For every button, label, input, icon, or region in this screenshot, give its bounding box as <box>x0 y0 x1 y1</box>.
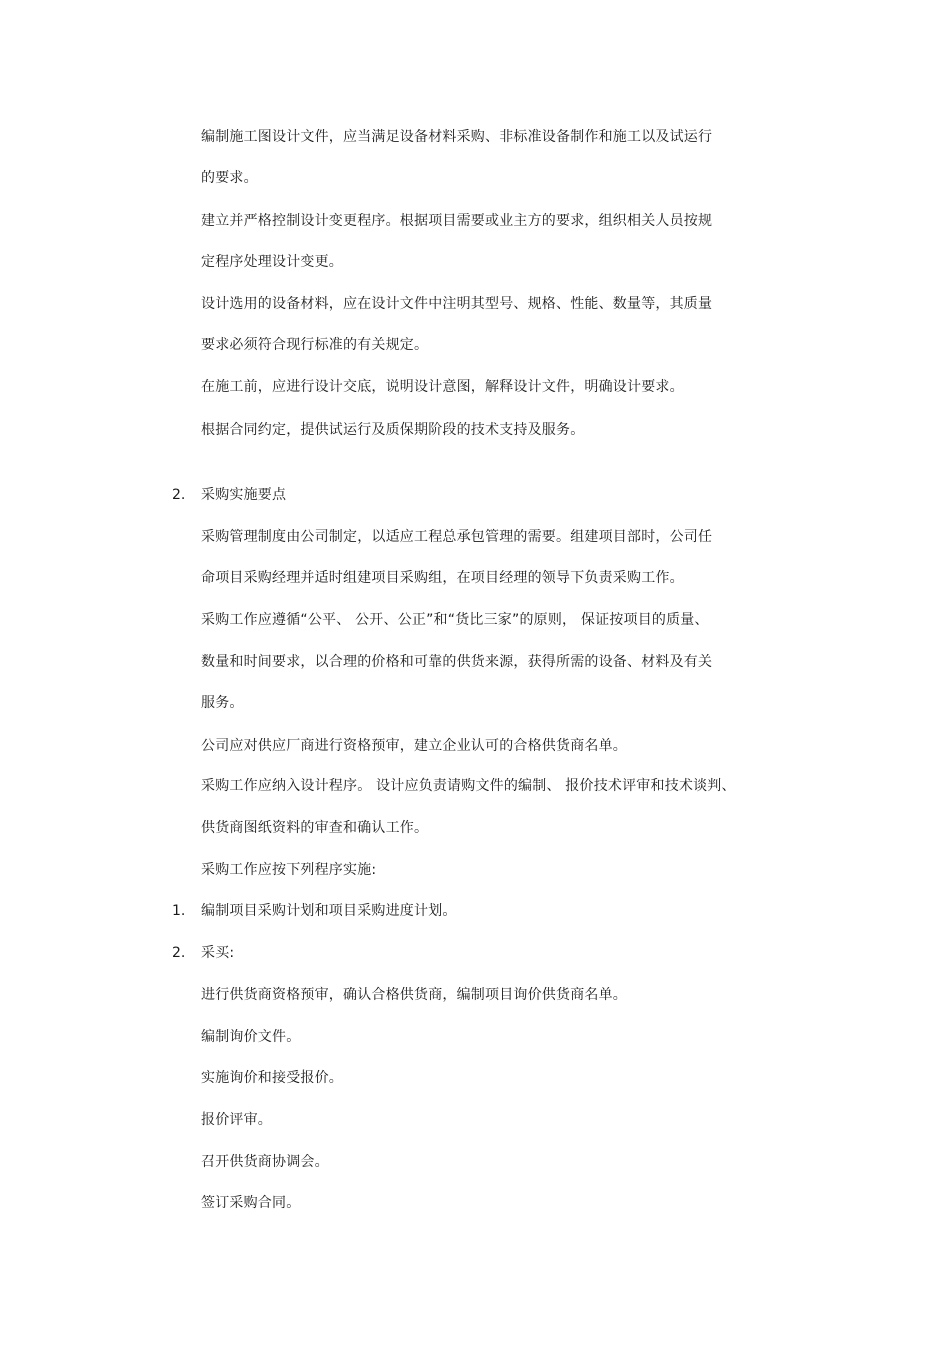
text-line-1: 编制施工图设计文件，应当满足设备材料采购、非标准设备制作和施工以及试运行 <box>201 129 713 145</box>
text-line-14: 服务。 <box>201 695 244 711</box>
text-line-12: 采购工作应遵循“公平、 公开、公正”和“货比三家”的原则， 保证按项目的质量、 <box>201 612 709 628</box>
text-line-22: 编制询价文件。 <box>201 1029 301 1045</box>
step-number-1: 1. <box>172 903 186 919</box>
text-line-13: 数量和时间要求，以合理的价格和可靠的供货来源，获得所需的设备、材料及有关 <box>201 654 713 670</box>
text-line-23: 实施询价和接受报价。 <box>201 1070 343 1086</box>
text-line-2: 的要求。 <box>201 170 258 186</box>
section-heading: 采购实施要点 <box>201 487 287 503</box>
text-line-25: 召开供货商协调会。 <box>201 1154 329 1170</box>
text-line-21: 进行供货商资格预审，确认合格供货商，编制项目询价供货商名单。 <box>201 987 627 1003</box>
text-line-24: 报价评审。 <box>201 1112 272 1128</box>
text-line-26: 签订采购合同。 <box>201 1195 301 1211</box>
text-line-15: 公司应对供应厂商进行资格预审，建立企业认可的合格供货商名单。 <box>201 738 627 754</box>
text-line-8: 根据合同约定，提供试运行及质保期阶段的技术支持及服务。 <box>201 422 585 438</box>
text-line-18: 采购工作应按下列程序实施: <box>201 862 377 878</box>
text-line-7: 在施工前，应进行设计交底，说明设计意图，解释设计文件，明确设计要求。 <box>201 379 684 395</box>
section-number-2: 2. <box>172 487 186 503</box>
text-line-16: 采购工作应纳入设计程序。 设计应负责请购文件的编制、 报价技术评审和技术谈判、 <box>201 778 736 794</box>
step-1-text: 编制项目采购计划和项目采购进度计划。 <box>201 903 457 919</box>
text-line-10: 采购管理制度由公司制定，以适应工程总承包管理的需要。组建项目部时，公司任 <box>201 529 713 545</box>
text-line-11: 命项目采购经理并适时组建项目采购组，在项目经理的领导下负责采购工作。 <box>201 570 684 586</box>
text-line-4: 定程序处理设计变更。 <box>201 254 343 270</box>
text-line-17: 供货商图纸资料的审查和确认工作。 <box>201 820 429 836</box>
text-line-3: 建立并严格控制设计变更程序。根据项目需要或业主方的要求，组织相关人员按规 <box>201 213 713 229</box>
step-number-2: 2. <box>172 945 186 961</box>
step-2-text: 采买: <box>201 945 235 961</box>
text-line-6: 要求必须符合现行标准的有关规定。 <box>201 337 429 353</box>
text-line-5: 设计选用的设备材料，应在设计文件中注明其型号、规格、性能、数量等，其质量 <box>201 296 713 312</box>
